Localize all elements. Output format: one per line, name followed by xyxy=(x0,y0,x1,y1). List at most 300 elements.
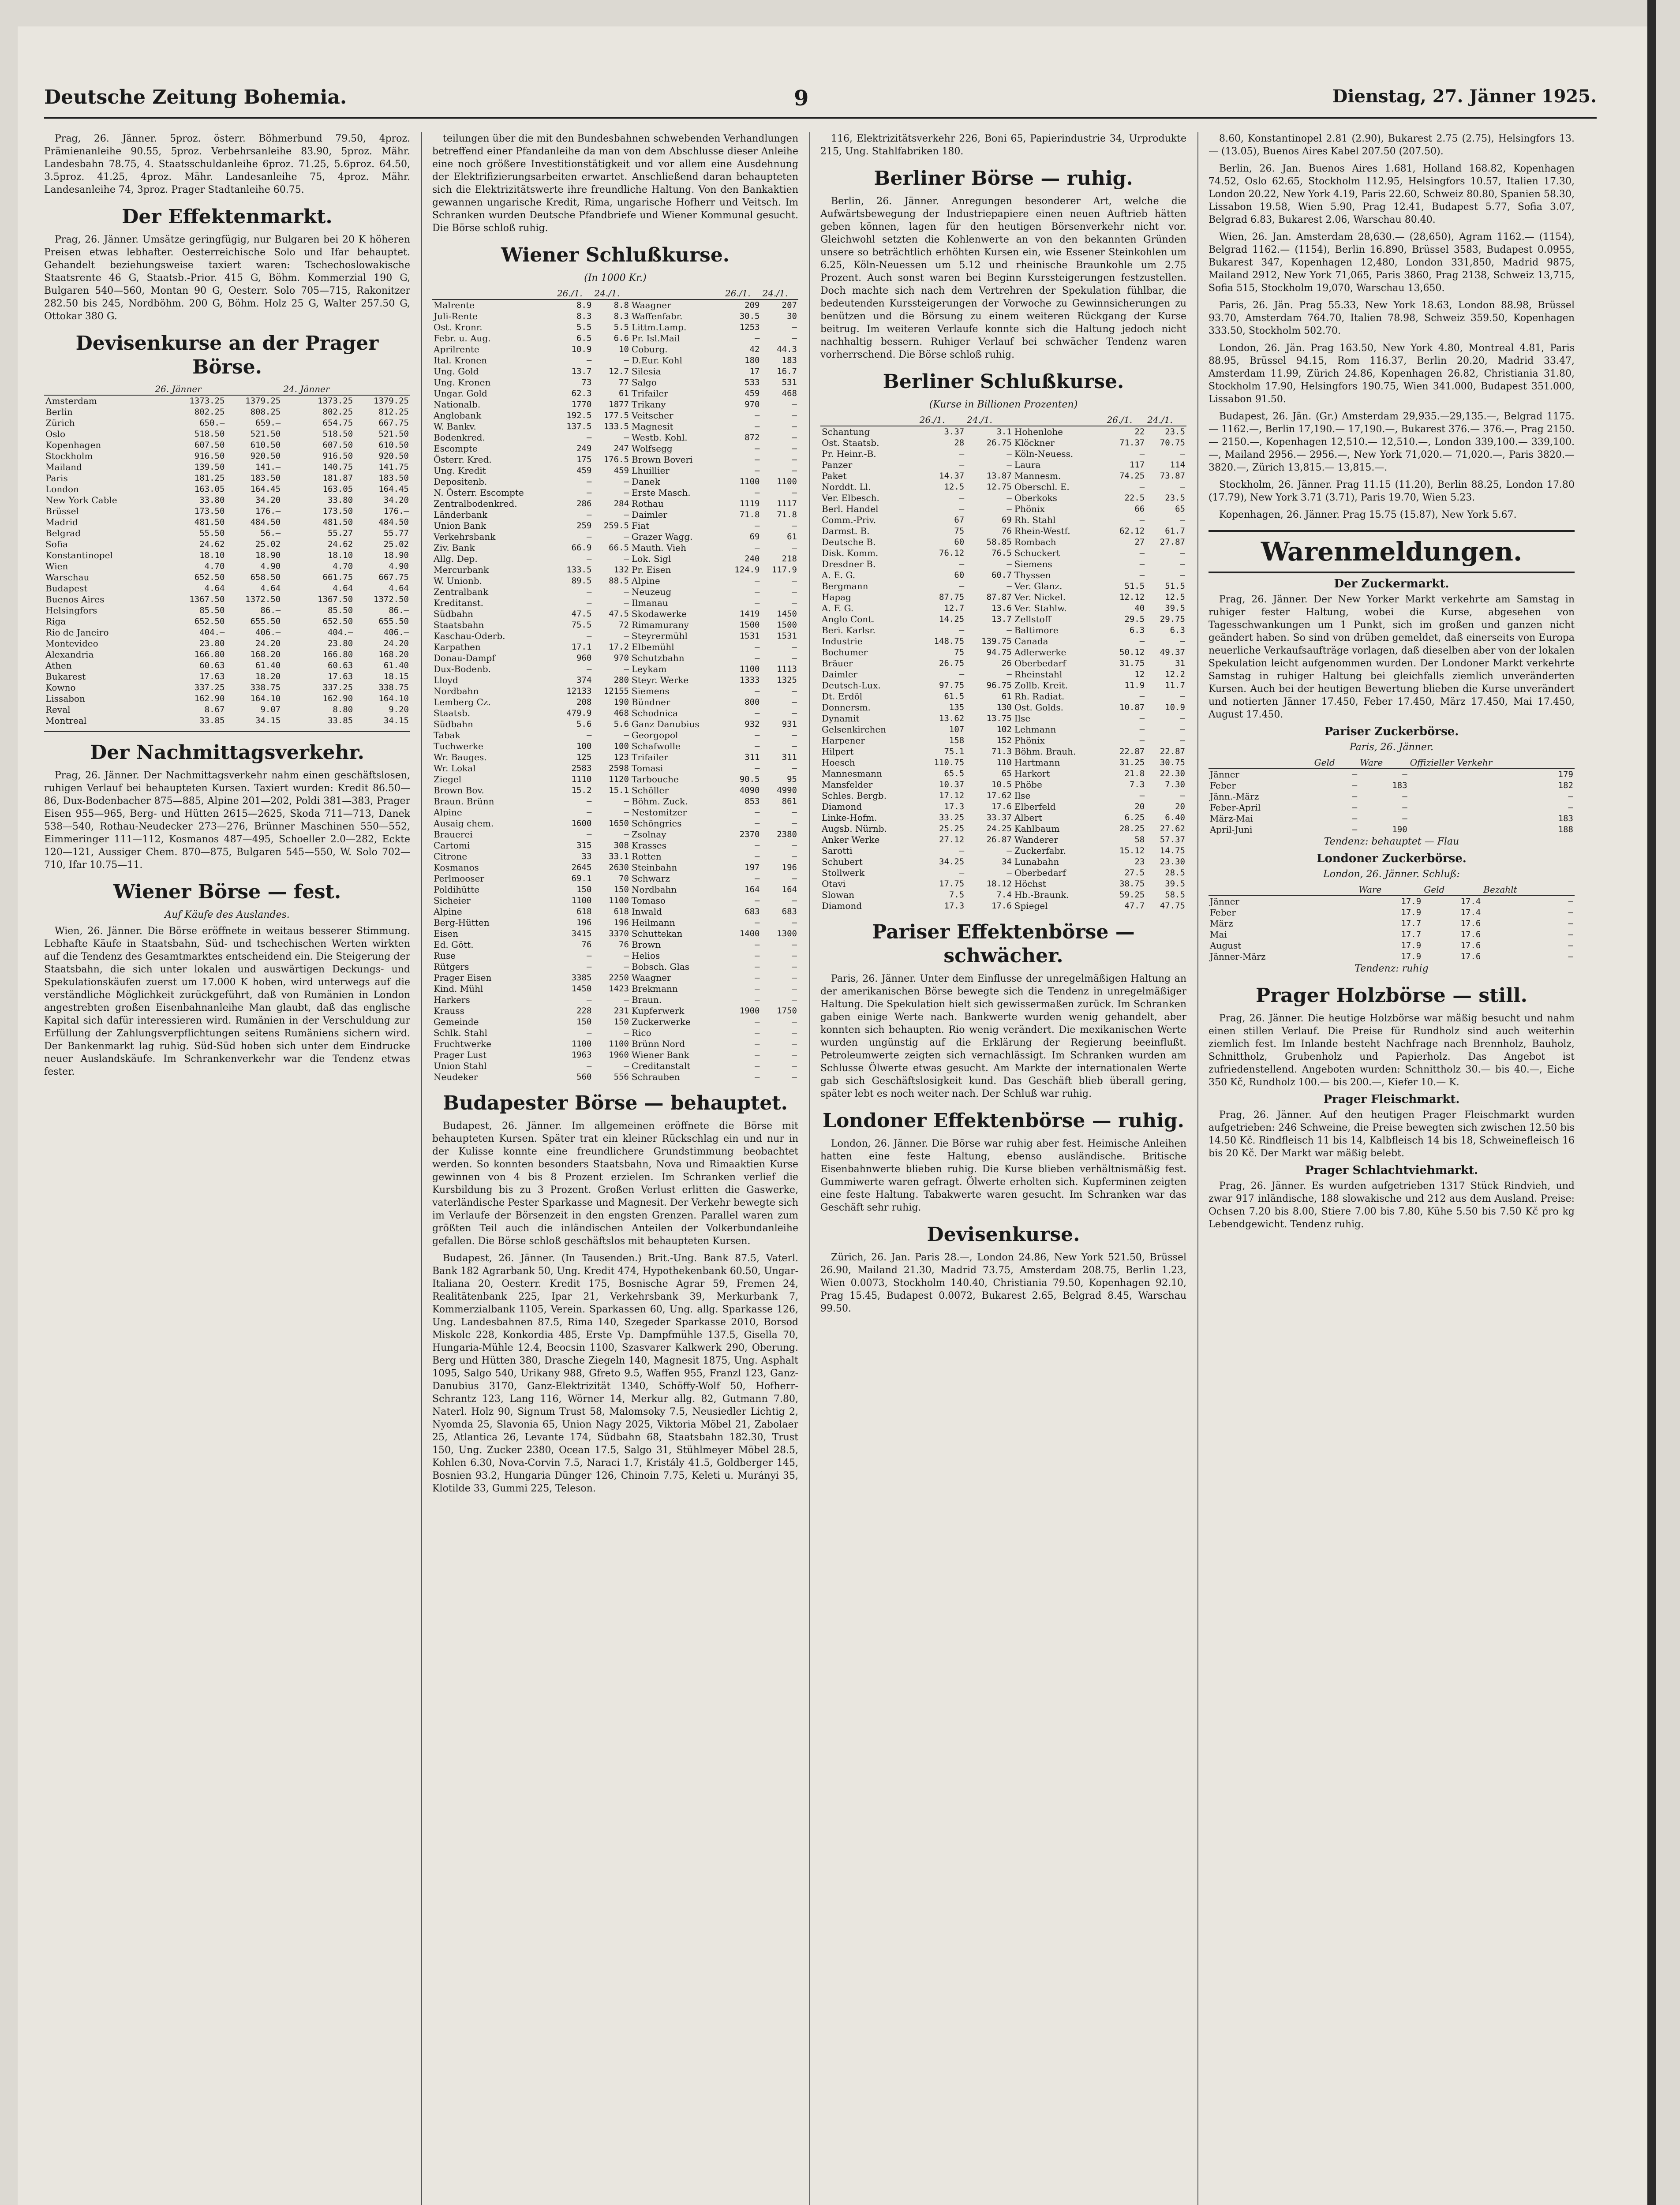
table-cell: Belgrad xyxy=(45,528,81,538)
page-number: 9 xyxy=(794,86,809,111)
table-cell: Siemens xyxy=(1014,559,1052,569)
table-cell: Brauerei xyxy=(434,829,473,840)
london-sugar-table xyxy=(1209,884,1575,962)
table-cell: 183.50 xyxy=(378,473,409,483)
table-cell: Buenos Aires xyxy=(45,594,105,605)
table-cell: 16.7 xyxy=(777,366,797,376)
table-cell: Ausaig chem. xyxy=(434,818,494,829)
table-row xyxy=(820,713,1186,724)
table-cell: — xyxy=(792,1028,797,1038)
table-cell: Comm.-Priv. xyxy=(822,515,876,525)
table-cell: 17.6 xyxy=(1460,941,1481,950)
table-cell: Slowan xyxy=(822,889,855,900)
table-cell: — xyxy=(792,995,797,1005)
wien-quotes-table xyxy=(432,288,798,1083)
table-cell: 3385 xyxy=(571,973,592,983)
table-cell: 17.9 xyxy=(1401,897,1422,906)
table-cell: 33 xyxy=(581,852,592,861)
table-cell: Riga xyxy=(45,616,66,627)
article-text: Wien, 26. Jänner. Die Börse eröffnete in weitaus besserer Stimmung. Lebhafte Käufe in Staatsbahn, Süd- und tschechischen Werten wirkten auf die Tendenz des Gesamtmarktes entscheidend ein. Die Steigerung der Staatsbahn, die sich unter lokalen und auswärtigen Deckungs- und Spekulationskäufen zuerst um 17.000 K hoben, wird unterwegs auf die verständliche Möglichkeit zurückgeführt, daß von Rumänien in London angestrebten großen Eisenbahnanleihe Man glaubt, daß das englische Kapital sich dafür interessieren wird. Rumänien in der Verschuldung zur Erfüllung der Zahlungsverpflichtungen seitens Rumäniens sichern wird. Der Bankenmarkt lag ruhig. Süd-Süd hoben sich unter dem Eindrucke neuer Auslandskäufe. Im Schrankenverkehr war die Tendenz etwas fester. xyxy=(44,926,410,1077)
table-cell: Zürich xyxy=(45,418,75,428)
table-row xyxy=(820,548,1186,559)
table-cell: 152 xyxy=(996,736,1012,745)
section-heading: Wiener Börse — fest. xyxy=(113,881,341,903)
table-cell: 2370 xyxy=(739,830,760,839)
table-cell: 190 xyxy=(1392,825,1407,834)
table-cell: — xyxy=(1139,559,1145,569)
table-cell: Diamond xyxy=(822,901,862,911)
table-cell: 164 xyxy=(782,885,797,894)
article-text: Prag, 26. Jänner. Auf den heutigen Prager Fleischmarkt wurden aufgetrieben: 246 Schweine, die Preise bewegten sich zwischen 12.50 bis 14.50 Kč. Rindfleisch 11 bis 14, Kalbfleisch 14 bis 18, Schweinefleisch 16 bis 20 Kč. Der Markt war mäßig belebt. xyxy=(1209,1110,1575,1159)
table-cell: 100 xyxy=(576,741,592,751)
table-cell: 71.3 xyxy=(992,747,1012,756)
table-row xyxy=(820,559,1186,570)
table-row xyxy=(44,649,410,660)
table-cell: — xyxy=(1139,714,1145,723)
table-cell: Tomaso xyxy=(631,895,666,906)
table-cell: Rombach xyxy=(1014,537,1056,547)
table-cell: 182 xyxy=(1558,781,1573,790)
table-cell: — xyxy=(1139,791,1145,800)
table-cell: 34 xyxy=(1001,857,1012,867)
table-row xyxy=(44,451,410,462)
table-cell: Helsingfors xyxy=(45,605,97,616)
table-cell: 468 xyxy=(782,389,797,398)
table-cell: 1113 xyxy=(777,664,797,674)
table-row xyxy=(820,680,1186,691)
table-cell: 188 xyxy=(1558,825,1573,834)
table-row xyxy=(44,693,410,704)
table-cell: Rütgers xyxy=(434,961,469,972)
table-note: Tendenz: behauptet — Flau xyxy=(1324,836,1459,847)
table-row xyxy=(820,658,1186,669)
table-cell: — xyxy=(792,521,797,531)
table-header-cell: Offizieller Verkehr xyxy=(1409,757,1575,769)
table-cell: Erste Masch. xyxy=(631,487,691,498)
table-cell: 33.80 xyxy=(199,495,225,505)
table-cell: — xyxy=(624,598,629,608)
table-cell: 12 xyxy=(1134,669,1145,679)
table-cell: 18.15 xyxy=(383,672,409,681)
table-cell: Mauth. Vieh xyxy=(631,542,687,553)
table-cell: Hb.-Braunk. xyxy=(1014,889,1069,900)
table-cell: — xyxy=(1180,736,1185,745)
table-cell: 1100 xyxy=(571,1039,592,1049)
table-cell: Brown xyxy=(631,939,661,950)
table-cell: Sofia xyxy=(45,539,68,549)
table-header-cell xyxy=(1209,757,1313,769)
table-cell: 17.3 xyxy=(944,802,965,811)
table-row xyxy=(820,493,1186,504)
column-3 xyxy=(820,132,1186,2205)
table-cell: Deutsche B. xyxy=(822,537,876,547)
table-cell: Feber-April xyxy=(1210,802,1261,813)
table-cell: — xyxy=(959,493,965,503)
table-row xyxy=(432,829,798,840)
table-row xyxy=(432,906,798,917)
table-cell: — xyxy=(1180,548,1185,558)
table-cell: 1450 xyxy=(777,609,797,619)
table-cell: 133.5 xyxy=(566,565,592,575)
table-cell: 40 xyxy=(1134,603,1145,613)
table-cell: Kowno xyxy=(45,682,76,693)
table-cell: — xyxy=(624,355,629,365)
table-cell: 51.5 xyxy=(1165,581,1185,591)
table-cell: 60.63 xyxy=(199,661,225,670)
table-cell: Perlmooser xyxy=(434,873,485,884)
table-cell: 916.50 xyxy=(194,451,225,461)
table-cell: — xyxy=(755,962,760,972)
table-cell: Kind. Mühl xyxy=(434,983,483,994)
table-cell: 30.75 xyxy=(1160,758,1185,767)
table-cell: 406.— xyxy=(255,628,281,637)
table-cell: 932 xyxy=(745,719,760,729)
table-cell: 89.5 xyxy=(571,576,592,586)
table-cell: Amsterdam xyxy=(45,396,97,406)
table-cell: — xyxy=(586,477,592,486)
table-cell: Konstantinopel xyxy=(45,550,113,561)
table-cell: — xyxy=(792,642,797,652)
table-cell: 7.3 xyxy=(1129,780,1145,789)
table-cell: 164.10 xyxy=(378,694,409,703)
table-row xyxy=(432,708,798,719)
table-cell: — xyxy=(586,587,592,597)
table-cell: Rio de Janeiro xyxy=(45,627,109,638)
table-cell: — xyxy=(792,587,797,597)
table-row xyxy=(432,322,798,333)
table-row xyxy=(1209,929,1575,940)
table-cell: 1450 xyxy=(571,984,592,994)
table-cell: — xyxy=(755,730,760,740)
table-cell: 66 xyxy=(1134,504,1145,514)
table-cell: 661.75 xyxy=(322,572,353,582)
table-row xyxy=(432,862,798,873)
table-cell: 23.80 xyxy=(199,639,225,648)
table-header-cell xyxy=(630,288,724,299)
table-cell: 71.8 xyxy=(739,510,760,519)
table-cell: 459 xyxy=(576,466,592,475)
table-cell: Mercurbank xyxy=(434,564,489,575)
table-cell: Lehmann xyxy=(1014,724,1056,735)
table-cell: 26.87 xyxy=(986,835,1012,845)
table-cell: 1367.50 xyxy=(189,594,225,604)
table-cell: 931 xyxy=(782,719,797,729)
table-row xyxy=(432,675,798,686)
table-cell: Silesia xyxy=(631,366,661,377)
article-text: Budapest, 26. Jän. (Gr.) Amsterdam 29,935.—29,135.—, Belgrad 1175.— 1162.—, Berlin 17,190.— 17,190.—, Bukarest 376.— 376.—, Prag 2150.— 2150.—, Kopenhagen 12,510.— 12,510.—, London 339,100.— 339,100.—, Mailand 2956.— 2956.—, New York 71,020.— 71,020.—, Paris 3820.— 3820.—, Zürich 13,815.— 13,815.—. xyxy=(1209,411,1575,473)
table-row xyxy=(820,614,1186,625)
table-row xyxy=(820,603,1186,614)
table-cell: 17.2 xyxy=(609,642,629,652)
table-cell: Bochumer xyxy=(822,647,868,658)
table-cell: 181.25 xyxy=(194,473,225,483)
table-row xyxy=(820,823,1186,834)
table-row xyxy=(44,440,410,451)
table-header-cell xyxy=(354,384,410,395)
table-cell: 484.50 xyxy=(250,517,281,527)
table-cell: — xyxy=(586,796,592,806)
table-cell: Steinbahn xyxy=(631,862,677,873)
table-cell: Daimler xyxy=(822,669,858,680)
table-row xyxy=(44,572,410,583)
table-cell: Grazer Wagg. xyxy=(631,531,693,542)
table-row xyxy=(1209,896,1575,907)
table-row xyxy=(432,763,798,774)
table-cell: Jänner xyxy=(1210,896,1240,907)
table-cell: 26.75 xyxy=(939,658,965,668)
table-cell: 654.75 xyxy=(322,418,353,428)
table-cell: Länderbank xyxy=(434,509,488,520)
table-cell: 180 xyxy=(745,355,760,365)
table-row xyxy=(432,686,798,697)
table-cell: 34.20 xyxy=(255,495,281,505)
table-cell: 481.50 xyxy=(322,517,353,527)
table-cell: — xyxy=(959,449,965,459)
table-cell: 66.9 xyxy=(571,543,592,553)
table-cell: 22.30 xyxy=(1160,769,1185,778)
table-row xyxy=(820,448,1186,460)
table-cell: Hilpert xyxy=(822,746,854,757)
table-cell: Gemeinde xyxy=(434,1017,479,1027)
table-cell: — xyxy=(755,653,760,663)
table-cell: 10.87 xyxy=(1119,703,1145,712)
table-cell: — xyxy=(1007,493,1012,503)
table-cell: 9.07 xyxy=(260,705,281,714)
table-row xyxy=(44,462,410,473)
table-cell: 338.75 xyxy=(378,683,409,692)
table-cell: — xyxy=(755,411,760,420)
section-heading: Der Effektenmarkt. xyxy=(122,206,333,228)
table-cell: Elberfeld xyxy=(1014,801,1056,812)
table-cell: Febr. u. Aug. xyxy=(434,333,491,344)
table-row xyxy=(820,537,1186,548)
table-row xyxy=(432,774,798,785)
table-cell: 123 xyxy=(614,752,629,762)
table-cell: 22.87 xyxy=(1119,747,1145,756)
table-cell: 76 xyxy=(619,940,629,949)
table-cell: 163.05 xyxy=(194,484,225,494)
table-cell: 5.5 xyxy=(576,322,592,332)
table-cell: 1117 xyxy=(777,499,797,508)
table-cell: 74.25 xyxy=(1119,471,1145,481)
table-cell: — xyxy=(755,543,760,553)
table-cell: 2380 xyxy=(777,830,797,839)
table-cell: — xyxy=(1180,449,1185,459)
table-cell: 1110 xyxy=(571,774,592,784)
table-cell: 1100 xyxy=(739,664,760,674)
table-cell: Kreditanst. xyxy=(434,598,484,608)
table-cell: — xyxy=(1402,803,1407,812)
table-cell: — xyxy=(792,455,797,464)
table-cell: Schwarz xyxy=(631,873,670,884)
table-cell: W. Bankv. xyxy=(434,421,476,432)
table-cell: 27 xyxy=(1134,537,1145,547)
table-cell: 1531 xyxy=(739,631,760,641)
table-row xyxy=(1209,802,1575,813)
table-row xyxy=(432,333,798,344)
table-cell: Oberkoks xyxy=(1014,493,1057,503)
table-cell: — xyxy=(792,488,797,497)
table-row xyxy=(820,889,1186,901)
table-cell: März-Mai xyxy=(1210,813,1253,824)
table-cell: 12133 xyxy=(566,686,592,696)
table-cell: Panzer xyxy=(822,460,853,470)
table-cell: — xyxy=(755,521,760,531)
table-cell: 17.6 xyxy=(1460,930,1481,939)
table-cell: 17.6 xyxy=(992,802,1012,811)
table-cell: 4.64 xyxy=(204,583,225,593)
table-cell: Rh. Stahl xyxy=(1014,515,1056,525)
table-cell: Braun. Brünn xyxy=(434,796,494,807)
table-cell: Ganz Danubius xyxy=(631,719,700,729)
table-cell: 168.20 xyxy=(250,650,281,659)
table-cell: 8.8 xyxy=(614,300,629,310)
table-cell: 8.3 xyxy=(576,311,592,321)
table-cell: Krasses xyxy=(631,840,666,851)
table-cell: — xyxy=(792,818,797,828)
table-cell: 24.62 xyxy=(199,539,225,549)
table-cell: 124.9 xyxy=(734,565,760,575)
table-cell: 44.3 xyxy=(777,344,797,354)
table-row xyxy=(44,627,410,638)
table-cell: Böhm. Brauh. xyxy=(1014,746,1076,757)
table-cell: — xyxy=(1007,868,1012,878)
table-cell: 1325 xyxy=(777,675,797,685)
table-cell: 4990 xyxy=(777,785,797,795)
table-row xyxy=(820,812,1186,823)
table-cell: 14.37 xyxy=(939,471,965,481)
table-cell: Berl. Handel xyxy=(822,504,879,514)
table-cell: 47.5 xyxy=(571,609,592,619)
table-cell: Jänn.-März xyxy=(1210,791,1259,802)
table-cell: — xyxy=(755,333,760,343)
col1-intro: Prag, 26. Jänner. 5proz. österr. Böhmerbund 79.50, 4proz. Prämienanleihe 90.55, 5proz. Verbehrsanleihe 83.90, 5proz. Mähr. Landesbahn 78.75, 4. Staatsschuldanleihe 6proz. 71.25, 5.6proz. 64.50, 3.5proz. 41.25, 4proz. Mähr. Landesanleihe 75, 4proz. Mähr. Landesanleihe 74, 3proz. Prager Stadtanleihe 60.75. xyxy=(44,133,410,195)
table-cell: Stollwerk xyxy=(822,867,865,878)
table-cell: Schafwolle xyxy=(631,741,681,751)
table-cell: 114 xyxy=(1170,460,1185,470)
table-row xyxy=(820,437,1186,448)
table-cell: Hohenlohe xyxy=(1014,426,1063,437)
table-cell: Coburg. xyxy=(631,344,668,355)
table-cell: Tarbouche xyxy=(631,774,679,785)
table-cell: 17.7 xyxy=(1401,919,1422,928)
table-cell: Feber xyxy=(1210,780,1236,791)
table-cell: — xyxy=(755,807,760,817)
table-cell: 61.40 xyxy=(383,661,409,670)
table-cell: — xyxy=(1007,504,1012,514)
col4-intro: 8.60, Konstantinopel 2.81 (2.90), Bukarest 2.75 (2.75), Helsingfors 13.— (13.05), Buenos Aires Kabel 207.50 (207.50). xyxy=(1209,133,1575,157)
table-row xyxy=(820,482,1186,493)
devisen-table xyxy=(44,384,410,726)
table-row xyxy=(432,807,798,818)
table-cell: 607.50 xyxy=(322,440,353,450)
table-cell: New York Cable xyxy=(45,495,117,505)
table-row xyxy=(432,421,798,432)
table-row xyxy=(432,796,798,807)
table-cell: 853 xyxy=(745,796,760,806)
table-cell: Wien xyxy=(45,561,68,572)
table-cell: Danek xyxy=(631,476,660,487)
table-row xyxy=(820,757,1186,768)
table-cell: 2630 xyxy=(609,863,629,872)
table-header-cell: Ware xyxy=(1358,757,1409,769)
table-cell: 3370 xyxy=(609,929,629,938)
table-cell: 311 xyxy=(782,752,797,762)
section-heading: Wiener Schlußkurse. xyxy=(501,244,730,266)
table-row xyxy=(44,484,410,495)
table-cell: 209 xyxy=(745,300,760,310)
table-cell: — xyxy=(1139,636,1145,646)
table-cell: 618 xyxy=(576,907,592,916)
table-cell: 12155 xyxy=(603,686,629,696)
table-cell: 76 xyxy=(581,940,592,949)
table-cell: Zellstoff xyxy=(1014,614,1051,624)
table-cell: 15.12 xyxy=(1119,846,1145,856)
table-cell: — xyxy=(792,973,797,983)
table-cell: 34.15 xyxy=(383,716,409,725)
table-cell: — xyxy=(792,1017,797,1027)
table-cell: 34.25 xyxy=(939,857,965,867)
table-cell: Harkers xyxy=(434,994,470,1005)
table-cell: 658.50 xyxy=(250,572,281,582)
table-cell: — xyxy=(755,1017,760,1027)
table-cell: 71.37 xyxy=(1119,438,1145,448)
table-cell: Ziegel xyxy=(434,774,462,785)
table-cell: 17.75 xyxy=(939,879,965,889)
table-cell: 11.7 xyxy=(1165,680,1185,690)
table-cell: Prager Eisen xyxy=(434,972,492,983)
table-cell: 150 xyxy=(576,1017,592,1027)
table-cell: 459 xyxy=(614,466,629,475)
table-cell: — xyxy=(1139,515,1145,525)
table-cell: 20 xyxy=(1134,802,1145,811)
table-cell: 49.37 xyxy=(1160,647,1185,657)
table-cell: Klöckner xyxy=(1014,437,1055,448)
table-cell: Trikany xyxy=(631,399,666,410)
table-cell: 58 xyxy=(1134,835,1145,845)
table-row xyxy=(432,818,798,829)
table-cell: 166.80 xyxy=(322,650,353,659)
table-header-cell: Geld xyxy=(1422,884,1482,896)
table-cell: 6.5 xyxy=(576,333,592,343)
table-row xyxy=(432,1005,798,1017)
table-cell: Disk. Komm. xyxy=(822,548,879,558)
table-cell: 1119 xyxy=(739,499,760,508)
table-cell: 69 xyxy=(1001,515,1012,525)
table-cell: N. Österr. Escompte xyxy=(434,487,524,498)
table-cell: Montevideo xyxy=(45,638,98,649)
table-cell: Gelsenkirchen xyxy=(822,724,887,735)
table-cell: 110 xyxy=(996,758,1012,767)
table-cell: Ost. Staatsb. xyxy=(822,437,879,448)
table-row xyxy=(44,517,410,528)
table-cell: Staatsbahn xyxy=(434,620,484,630)
table-row xyxy=(820,581,1186,592)
table-cell: Kupferwerk xyxy=(631,1005,685,1016)
table-cell: — xyxy=(792,322,797,332)
table-cell: Dresdner B. xyxy=(822,559,876,569)
table-cell: 27.87 xyxy=(1160,537,1185,547)
table-cell: 284 xyxy=(614,499,629,508)
table-cell: 14.75 xyxy=(1160,846,1185,856)
table-cell: — xyxy=(792,1061,797,1071)
table-cell: 607.50 xyxy=(194,440,225,450)
table-cell: Ver. Elbesch. xyxy=(822,493,879,503)
table-cell: 338.75 xyxy=(250,683,281,692)
table-row xyxy=(432,576,798,587)
table-cell: Madrid xyxy=(45,517,78,527)
table-cell: — xyxy=(792,433,797,442)
